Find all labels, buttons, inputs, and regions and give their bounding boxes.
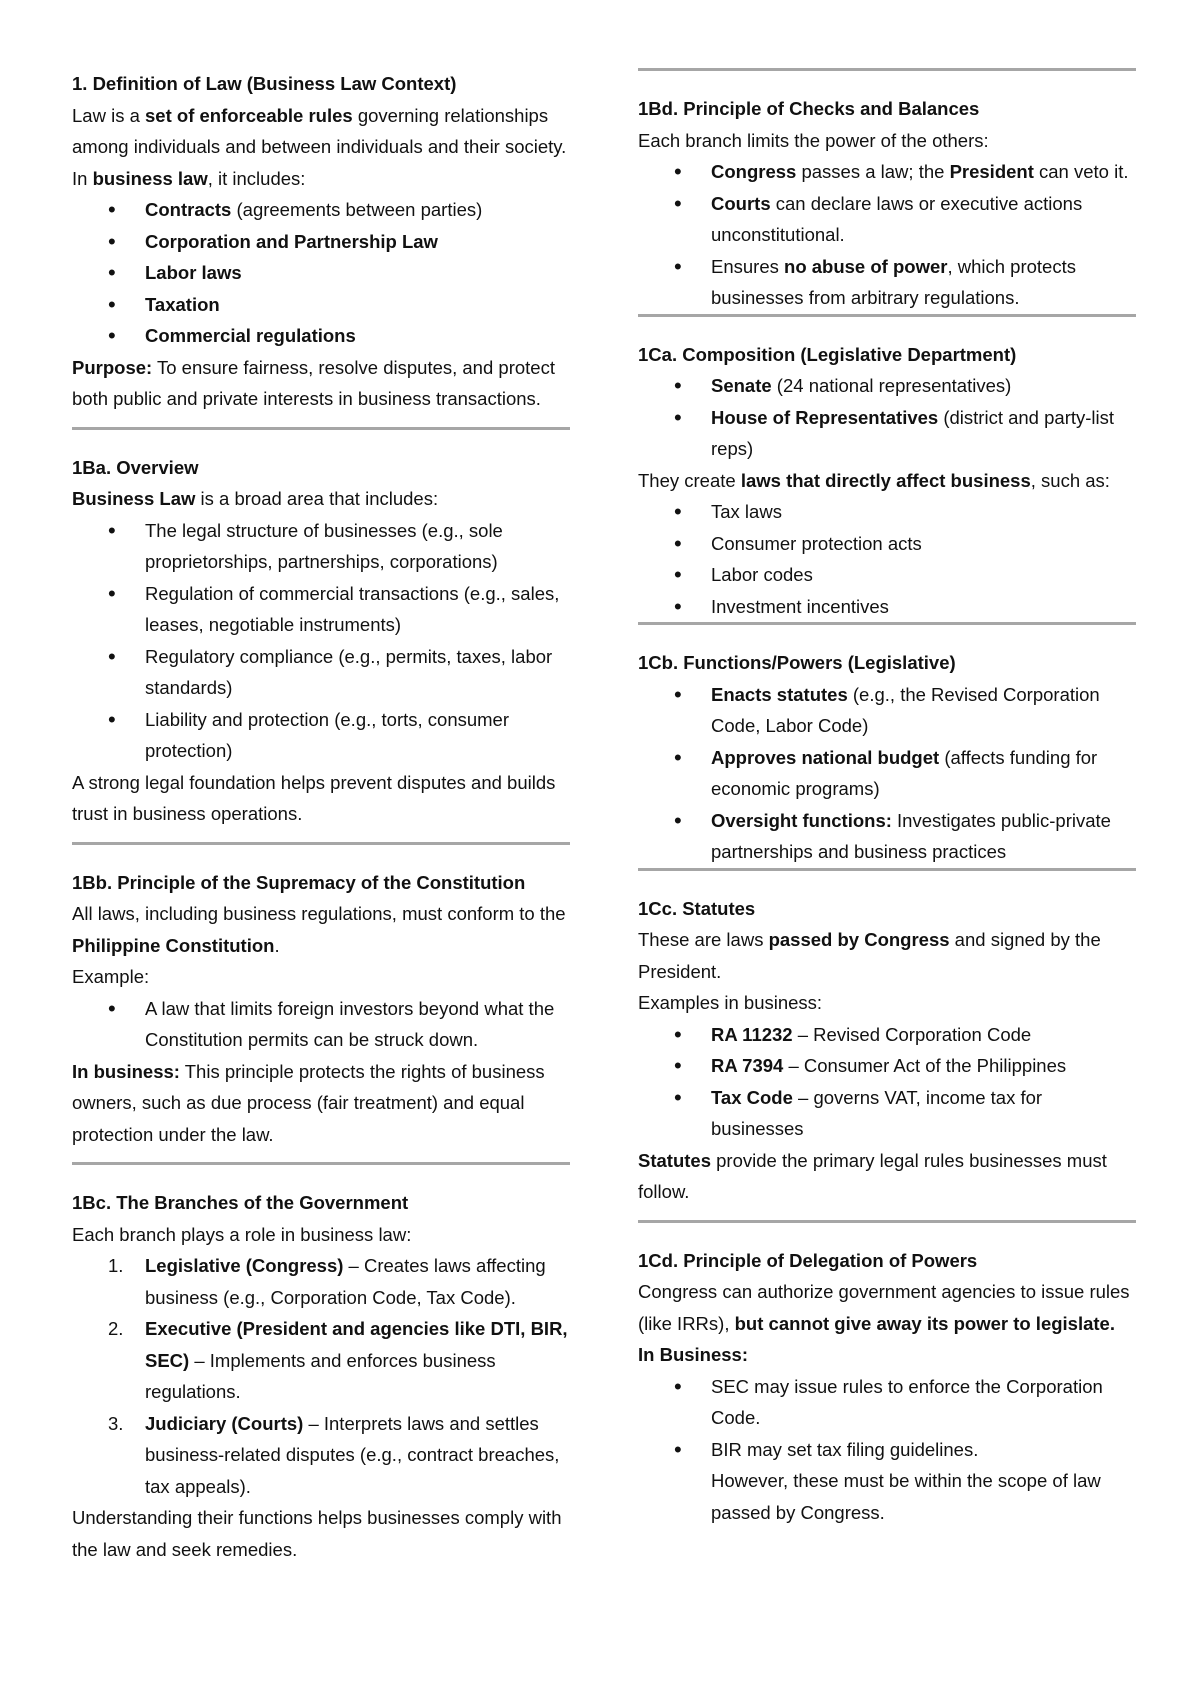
bullet-item bbox=[638, 1019, 1136, 1051]
bullet-item bbox=[638, 156, 1136, 188]
bold-text: RA 11232 bbox=[711, 1023, 793, 1045]
text-run: (district and party-list reps) bbox=[711, 406, 1115, 459]
bold-text: Taxation bbox=[145, 293, 220, 315]
bold-text: Congress bbox=[711, 161, 797, 182]
text-run: Tax laws bbox=[711, 501, 782, 522]
bullet-list bbox=[638, 156, 1136, 314]
bullet-item bbox=[638, 1371, 1136, 1434]
bullet-item bbox=[72, 194, 570, 226]
text-run: – governs VAT, income tax for businesses bbox=[711, 1086, 1043, 1139]
bullet-item bbox=[638, 370, 1136, 402]
bold-text: President bbox=[949, 161, 1034, 182]
bullet-item bbox=[638, 528, 1136, 560]
section-title: 1Cd. Principle of Delegation of Powers bbox=[638, 1249, 978, 1271]
bullet-item bbox=[638, 559, 1136, 591]
section-title: 1Bd. Principle of Checks and Balances bbox=[638, 98, 980, 119]
bullet-list bbox=[638, 1019, 1136, 1145]
section-outro bbox=[72, 1502, 570, 1565]
section-intro bbox=[638, 924, 1136, 987]
bullet-item bbox=[72, 578, 570, 641]
text-run: can veto it. bbox=[1033, 161, 1129, 182]
bullet-item bbox=[638, 1050, 1136, 1082]
right-column bbox=[638, 68, 1136, 1528]
bullet-item bbox=[638, 251, 1136, 314]
section-composition-legislative bbox=[638, 339, 1136, 623]
text-run: Law is a bbox=[72, 104, 146, 126]
text-run: can declare laws or executive actions unconstitutional. bbox=[711, 192, 1083, 245]
text-run: Regulatory compliance (e.g., permits, taxes, labor standards) bbox=[145, 645, 553, 698]
section-delegation-of-powers bbox=[638, 1245, 1136, 1529]
section-functions-legislative bbox=[638, 647, 1136, 868]
section-overview bbox=[72, 452, 570, 830]
bullet-list bbox=[638, 1371, 1136, 1529]
section-outro bbox=[72, 767, 570, 830]
text-run: , such as: bbox=[1030, 469, 1110, 491]
text-run: – Implements and enforces business regulations. bbox=[145, 1349, 496, 1402]
section-statutes bbox=[638, 893, 1136, 1208]
section-branches-of-government bbox=[72, 1187, 570, 1565]
section-title: 1. Definition of Law (Business Law Context) bbox=[72, 73, 457, 94]
text-run: The legal structure of businesses (e.g., sole proprietorships, partnerships, corporations) bbox=[145, 519, 503, 572]
section-title: 1Cb. Functions/Powers (Legislative) bbox=[638, 652, 956, 673]
section-title: 1Bc. The Branches of the Government bbox=[72, 1192, 409, 1213]
text-run: Labor codes bbox=[711, 564, 813, 585]
bullet-item bbox=[72, 515, 570, 578]
bold-text: Contracts bbox=[145, 199, 232, 220]
bullet-item bbox=[72, 320, 570, 352]
bold-text: but cannot give away its power to legislate. bbox=[734, 1312, 1115, 1334]
section-purpose bbox=[72, 352, 570, 415]
text-run: (affects funding for economic programs) bbox=[711, 746, 1098, 799]
bold-text: laws that directly affect business bbox=[740, 469, 1031, 491]
bold-text: Senate bbox=[711, 375, 772, 396]
bold-text: set of enforceable rules bbox=[145, 104, 353, 126]
text-run: To ensure fairness, resolve disputes, and protect both public and private interests in business transactions. bbox=[72, 356, 555, 409]
text-run: governing relationships among individuals and between individuals and their society. bbox=[72, 104, 567, 157]
text-run: provide the primary legal rules businesses must follow. bbox=[638, 1149, 1107, 1202]
section-lead bbox=[638, 1339, 1136, 1371]
bullet-item bbox=[72, 257, 570, 289]
text-run: Ensures bbox=[711, 255, 785, 277]
bold-text: Enacts statutes bbox=[711, 683, 848, 705]
section-lead bbox=[72, 163, 570, 195]
bullet-item bbox=[72, 641, 570, 704]
text-run: – Interprets laws and settles business-related disputes (e.g., contract breaches, tax appeals). bbox=[145, 1412, 560, 1497]
text-run: Understanding their functions helps businesses comply with the law and seek remedies. bbox=[72, 1507, 562, 1560]
bullet-item bbox=[638, 402, 1136, 465]
bold-text: Oversight functions: bbox=[711, 809, 892, 831]
text-run: (e.g., the Revised Corporation Code, Labor Code) bbox=[711, 683, 1100, 736]
text-run: Each branch limits the power of the others: bbox=[638, 129, 989, 151]
text-run: is a broad area that includes: bbox=[195, 488, 439, 509]
bullet-item bbox=[638, 1434, 1136, 1529]
text-run: , it includes: bbox=[207, 167, 306, 189]
text-run: They create bbox=[638, 469, 741, 491]
bullet-item bbox=[72, 289, 570, 321]
bullet-item bbox=[72, 226, 570, 258]
section-outro bbox=[72, 1056, 570, 1151]
text-run: Example: bbox=[72, 966, 150, 987]
section-outro bbox=[638, 1145, 1136, 1208]
text-run: passes a law; the bbox=[796, 161, 950, 182]
bullet-item bbox=[638, 496, 1136, 528]
section-title: 1Ca. Composition (Legislative Department) bbox=[638, 343, 1017, 365]
text-run: SEC may issue rules to enforce the Corporation Code. bbox=[711, 1375, 1103, 1428]
text-run: A law that limits foreign investors beyond what the Constitution permits can be struck down. bbox=[145, 997, 555, 1050]
bullet-list bbox=[638, 370, 1136, 465]
bold-text: Corporation and Partnership Law bbox=[145, 230, 438, 252]
numbered-item bbox=[72, 1313, 570, 1408]
bold-text: Purpose: bbox=[72, 356, 153, 378]
text-run: These are laws bbox=[638, 929, 769, 950]
text-run: Regulation of commercial transactions (e.g., sales, leases, negotiable instruments) bbox=[145, 582, 560, 635]
text-run: Investment incentives bbox=[711, 595, 889, 617]
bold-text: Courts bbox=[711, 192, 771, 214]
text-run: – Revised Corporation Code bbox=[792, 1023, 1032, 1045]
text-run: Examples in business: bbox=[638, 992, 823, 1013]
bold-text: In business: bbox=[72, 1060, 180, 1082]
item-number: 1. bbox=[108, 1255, 124, 1276]
section-title: 1Cc. Statutes bbox=[638, 897, 756, 919]
text-run: – Consumer Act of the Philippines bbox=[783, 1055, 1067, 1076]
bold-text: RA 7394 bbox=[711, 1055, 784, 1076]
section-intro bbox=[72, 898, 570, 961]
bullet-list bbox=[72, 515, 570, 767]
bold-text: Labor laws bbox=[145, 262, 242, 283]
bullet-item bbox=[638, 742, 1136, 805]
bold-text: Statutes bbox=[638, 1149, 711, 1171]
numbered-item bbox=[72, 1250, 570, 1313]
bullet-list bbox=[72, 993, 570, 1056]
bullet-item bbox=[638, 1082, 1136, 1145]
text-run: Congress can authorize government agencies to issue rules (like IRRs), bbox=[638, 1281, 1130, 1334]
section-title: 1Ba. Overview bbox=[72, 456, 199, 478]
text-run: Liability and protection (e.g., torts, consumer protection) bbox=[145, 708, 510, 761]
bold-text: no abuse of power bbox=[784, 255, 948, 277]
text-run: Investigates public-private partnerships and business practices bbox=[711, 809, 1111, 862]
item-number: 3. bbox=[108, 1412, 124, 1434]
section-intro bbox=[638, 1276, 1136, 1339]
section-supremacy-of-constitution bbox=[72, 867, 570, 1151]
bold-text: In Business: bbox=[638, 1344, 748, 1365]
bullet-item bbox=[72, 704, 570, 767]
bold-text: Commercial regulations bbox=[145, 325, 356, 346]
section-checks-and-balances bbox=[638, 93, 1136, 314]
numbered-list bbox=[72, 1250, 570, 1502]
bullet-list bbox=[638, 679, 1136, 868]
bullet-item bbox=[638, 805, 1136, 868]
text-run: Each branch plays a role in business law: bbox=[72, 1223, 412, 1245]
bullet-item bbox=[638, 591, 1136, 623]
text-run: Consumer protection acts bbox=[711, 532, 922, 554]
text-run: , which protects businesses from arbitrary regulations. bbox=[711, 255, 1076, 308]
bold-text: House of Representatives bbox=[711, 406, 939, 428]
text-run: All laws, including business regulations, must conform to the bbox=[72, 903, 566, 924]
section-intro bbox=[72, 483, 570, 515]
text-run: (24 national representatives) bbox=[771, 375, 1012, 396]
text-run: BIR may set tax filing guidelines. bbox=[711, 1438, 979, 1460]
text-run: A strong legal foundation helps prevent disputes and builds trust in business operations. bbox=[72, 771, 556, 824]
bold-text: Legislative (Congress) bbox=[145, 1255, 344, 1276]
bullet-item bbox=[72, 993, 570, 1056]
text-run: In bbox=[72, 167, 93, 189]
section-lead bbox=[638, 987, 1136, 1019]
bullet-item bbox=[638, 188, 1136, 251]
text-run: (agreements between parties) bbox=[231, 199, 483, 220]
bullet-list bbox=[638, 496, 1136, 622]
left-column bbox=[72, 68, 570, 1565]
text-run: This principle protects the rights of business owners, such as due process (fair treatment) and equal protection under the law. bbox=[72, 1060, 545, 1145]
section-definition-of-law bbox=[72, 68, 570, 415]
bold-text: Approves national budget bbox=[711, 746, 940, 768]
bullet-item bbox=[638, 679, 1136, 742]
text-run: – Creates laws affecting business (e.g., Corporation Code, Tax Code). bbox=[145, 1255, 546, 1308]
text-run: and signed by the President. bbox=[638, 929, 1101, 982]
section-title: 1Bb. Principle of the Supremacy of the Constitution bbox=[72, 871, 526, 893]
bold-text: business law bbox=[92, 167, 208, 189]
bold-text: Executive (President and agencies like DTI, BIR, SEC) bbox=[145, 1318, 568, 1371]
text-run: However, these must be within the scope of law passed by Congress. bbox=[711, 1470, 1101, 1523]
bullet-list bbox=[72, 194, 570, 352]
bold-text: passed by Congress bbox=[768, 929, 950, 950]
bold-text: Judiciary (Courts) bbox=[145, 1412, 304, 1434]
section-intro bbox=[72, 1219, 570, 1251]
text-run: . bbox=[274, 934, 280, 956]
numbered-item bbox=[72, 1408, 570, 1503]
section-lead bbox=[638, 465, 1136, 497]
bold-text: Business Law bbox=[72, 488, 196, 509]
section-intro bbox=[638, 125, 1136, 157]
section-lead bbox=[72, 961, 570, 993]
bold-text: Philippine Constitution bbox=[72, 934, 275, 956]
bold-text: Tax Code bbox=[711, 1086, 793, 1108]
item-number: 2. bbox=[108, 1318, 124, 1339]
section-intro bbox=[72, 100, 570, 163]
